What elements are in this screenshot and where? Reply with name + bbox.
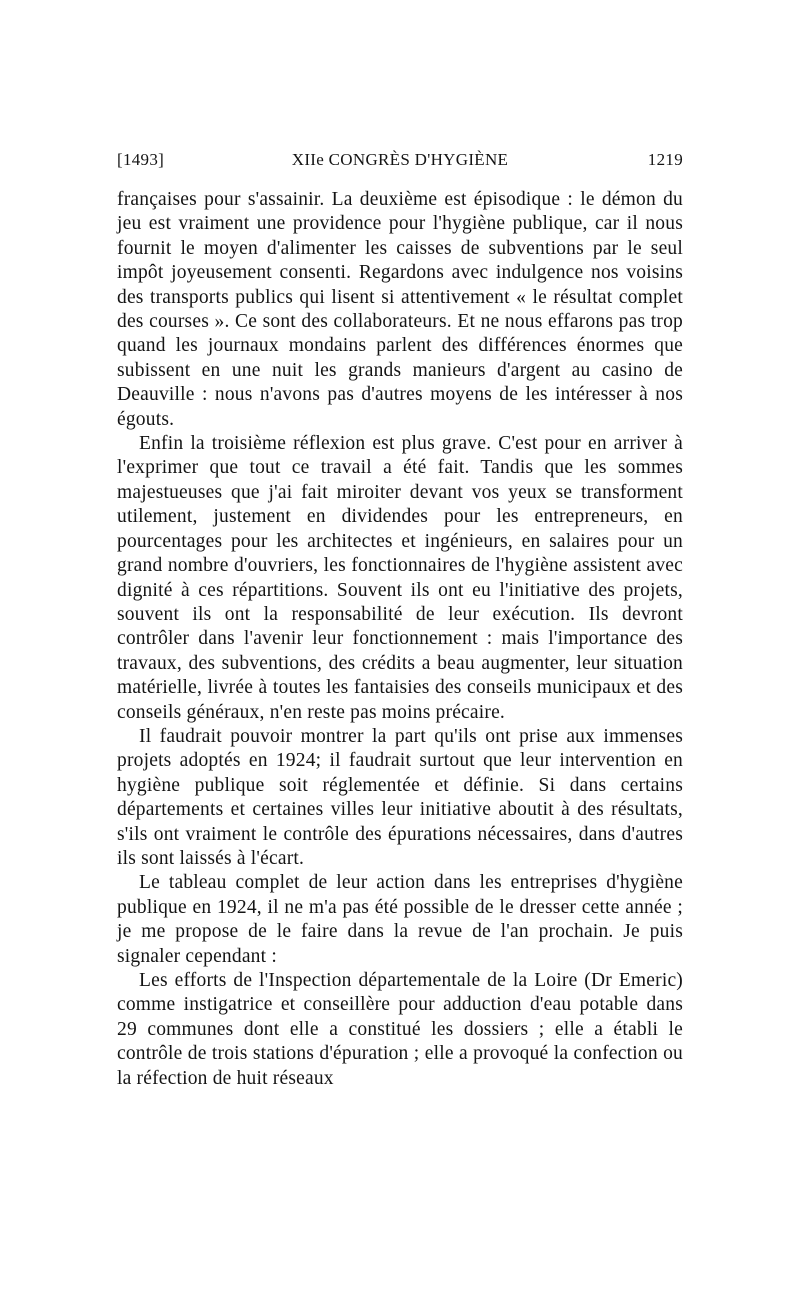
paragraph-projects-1924: Il faudrait pouvoir montrer la part qu'ils ont prise aux immenses projets adoptés en 1924; il faudrait surtout que leur intervention en hygiène publique soit réglementée et définie. Si dans certains départements et certaines villes leur initiative aboutit à des résultats, s'ils ont vraiment le contrôle des épurations nécessaires, dans d'autres ils sont laissés à l'écart. <box>117 725 683 869</box>
paragraph-third-reflection: Enfin la troisième réflexion est plus grave. C'est pour en arriver à l'exprimer que tout ce travail a été fait. Tandis que les sommes majestueuses que j'ai fait miroiter devant vos yeux se transforment utilement, justement en dividendes pour les entrepreneurs, en pourcentages pour les architectes et ingénieurs, en salaires pour un grand nombre d'ouvriers, les fonctionnaires de l'hygiène assistent avec dignité à ces répartitions. Souvent ils ont eu l'initiative des projets, souvent ils ont la responsabilité de leur exécution. Ils devront contrôler dans l'avenir leur fonctionnement : mais l'importance des travaux, des subventions, des crédits a beau augmenter, leur situation matérielle, livrée à toutes les fantaisies des conseils municipaux et des conseils généraux, n'en reste pas moins précaire. <box>117 433 683 723</box>
body-text <box>117 188 683 1091</box>
running-head <box>117 150 683 176</box>
running-title: XIIe CONGRÈS D'HYGIÈNE <box>291 150 509 169</box>
page-reference: [1493] <box>117 150 165 169</box>
paragraph-complete-table: Le tableau complet de leur action dans les entreprises d'hygiène publique en 1924, il ne m'a pas été possible de le dresser cette année ; je me propose de le faire dans la revue de l'an prochain. Je puis signaler cependant : <box>117 872 683 967</box>
page-number: 1219 <box>647 150 683 169</box>
paragraph-continuation: françaises pour s'assainir. La deuxième est épisodique : le démon du jeu est vraiment une providence pour l'hygiène publique, car il nous fournit le moyen d'alimenter les caisses de subventions par le seul impôt joyeusement consenti. Regardons avec indulgence nos voisins des transports publics qui lisent si attentivement « le résultat complet des courses ». Ce sont des collaborateurs. Et ne nous effarons pas trop quand les journaux mondains parlent des différences énormes que subissent en une nuit les grands manieurs d'argent au casino de Deauville : nous n'avons pas d'autres moyens de les intéresser à nos égouts. <box>117 189 683 430</box>
paragraph-loire-inspection: Les efforts de l'Inspection départementale de la Loire (Dr Emeric) comme instigatrice et conseillère pour adduction d'eau potable dans 29 communes dont elle a constitué les dossiers ; elle a établi le contrôle de trois stations d'épuration ; elle a provoqué la confection ou la réfection de huit réseaux <box>117 970 683 1089</box>
